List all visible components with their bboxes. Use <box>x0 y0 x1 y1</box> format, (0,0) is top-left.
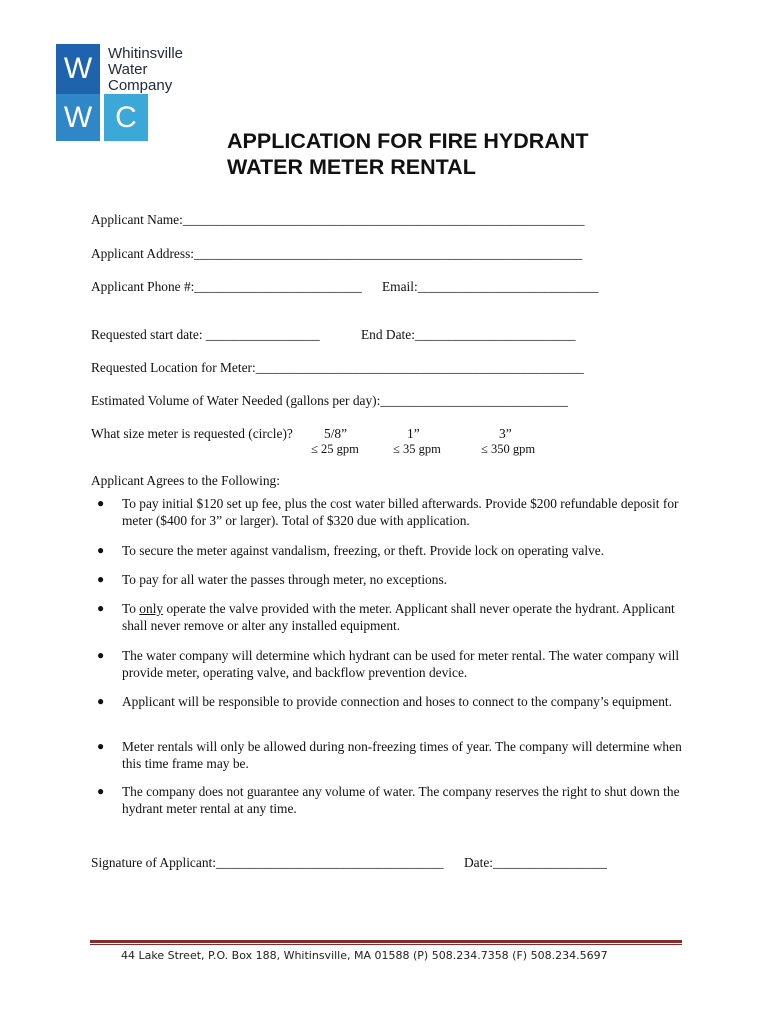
logo-tile-c: C <box>104 94 148 141</box>
agreement-item-text: Applicant will be responsible to provide connection and hoses to connect to the company’s equipment. <box>122 694 673 709</box>
footer-divider <box>90 940 682 943</box>
logo-name-line2: Water <box>108 61 148 78</box>
agreement-item-text: Meter rentals will only be allowed during non-freezing times of year. The company will determine when this time frame may be. <box>122 739 682 771</box>
agreement-item-text <box>122 600 682 634</box>
title-line1: APPLICATION FOR FIRE HYDRANT <box>227 129 589 153</box>
agreement-item-text: The company does not guarantee any volume of water. The company reserves the right to shut down the hydrant meter rental at any time. <box>122 784 680 816</box>
logo-tile-w-lower: W <box>56 94 100 141</box>
agreement-item-text: To secure the meter against vandalism, freezing, or theft. Provide lock on operating valve. <box>122 543 605 558</box>
footer-divider-thin <box>90 944 682 945</box>
title-line2: WATER METER RENTAL <box>227 155 476 179</box>
meter-option-rate: ≤ 25 gpm <box>311 442 359 456</box>
logo-name-line1: Whitinsville <box>108 45 184 62</box>
bullet-icon: ● <box>97 496 105 510</box>
signature-field: Signature of Applicant:__________________________________ <box>91 855 444 870</box>
water-volume-field: Estimated Volume of Water Needed (gallons per day):____________________________ <box>91 393 568 408</box>
end-date-field: End Date:________________________ <box>361 327 576 342</box>
company-logo <box>56 44 196 142</box>
item-rest: operate the valve provided with the meter. Applicant shall never operate the hydrant. Applicant shall never remove or alter any installed equipment. <box>122 601 675 633</box>
agreement-heading: Applicant Agrees to the Following: <box>91 473 280 488</box>
agreement-item-text: To pay initial $120 set up fee, plus the cost water billed afterwards. Provide $200 refundable deposit for meter ($400 for 3” or larger). Total of $320 due with application. <box>122 496 679 528</box>
document-title <box>227 128 589 180</box>
signature-date-field: Date:_________________ <box>464 855 607 870</box>
meter-size-question: What size meter is requested (circle)? <box>91 426 293 441</box>
logo-name-line3: Company <box>108 77 173 94</box>
meter-option-size: 5/8” <box>324 426 348 441</box>
bullet-icon: ● <box>97 601 105 615</box>
bullet-icon: ● <box>97 543 105 557</box>
meter-option-rate: ≤ 35 gpm <box>393 442 441 456</box>
meter-option-size: 3” <box>499 426 512 441</box>
item-emphasis: only <box>139 601 164 616</box>
applicant-address-field: Applicant Address:__________________________________________________________ <box>91 246 583 261</box>
bullet-icon: ● <box>97 694 105 708</box>
bullet-icon: ● <box>97 648 105 662</box>
bullet-icon: ● <box>97 739 105 753</box>
logo-company-name <box>108 46 183 94</box>
agreement-item-text: To pay for all water the passes through meter, no exceptions. <box>122 572 448 587</box>
footer-address: 44 Lake Street, P.O. Box 188, Whitinsville, MA 01588 (P) 508.234.7358 (F) 508.234.5697 <box>121 949 608 962</box>
item-prefix: To <box>122 601 140 616</box>
bullet-icon: ● <box>97 572 105 586</box>
applicant-name-field: Applicant Name:____________________________________________________________ <box>91 212 585 227</box>
email-field: Email:___________________________ <box>382 279 599 294</box>
agreement-item-text: The water company will determine which hydrant can be used for meter rental. The water company will provide meter, operating valve, and backflow prevention device. <box>122 648 680 680</box>
bullet-icon: ● <box>97 784 105 798</box>
meter-location-field: Requested Location for Meter:_________________________________________________ <box>91 360 584 375</box>
meter-option-size: 1” <box>407 426 420 441</box>
applicant-phone-field: Applicant Phone #:_________________________ <box>91 279 362 294</box>
logo-tile-w: W <box>56 44 100 94</box>
meter-option-rate: ≤ 350 gpm <box>481 442 536 456</box>
start-date-field: Requested start date: _________________ <box>91 327 320 342</box>
